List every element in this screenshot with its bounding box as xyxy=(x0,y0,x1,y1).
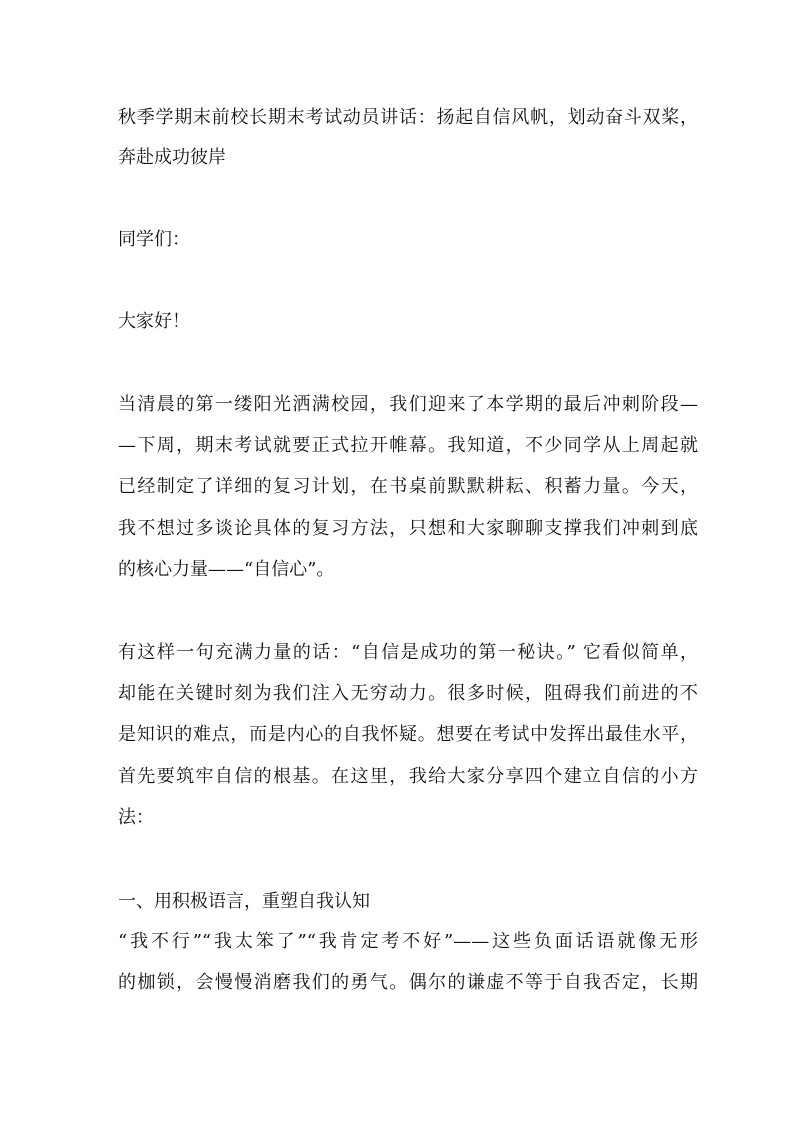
paragraph-line: 法： xyxy=(118,807,154,828)
paragraph-line: 首先要筑牢自信的根基。在这里，我给大家分享四个建立自信的小方 xyxy=(118,766,698,787)
paragraph-line: 有这样一句充满力量的话：“自信是成功的第一秘诀。” 它看似简单， xyxy=(118,642,698,663)
paragraph-line: 我不想过多谈论具体的复习方法，只想和大家聊聊支撑我们冲刺到底 xyxy=(118,518,698,539)
greeting: 大家好！ xyxy=(118,311,190,332)
section-heading: 一、用积极语言，重塑自我认知 xyxy=(118,891,370,912)
paragraph-line: 已经制定了详细的复习计划，在书桌前默默耕耘、积蓄力量。今天， xyxy=(118,476,698,497)
paragraph-line: 当清晨的第一缕阳光洒满校园，我们迎来了本学期的最后冲刺阶段— xyxy=(118,394,698,415)
paragraph-line: 却能在关键时刻为我们注入无穷动力。很多时候，阻碍我们前进的不 xyxy=(118,683,698,704)
paragraph-line: 的枷锁，会慢慢消磨我们的勇气。偶尔的谦虚不等于自我否定，长期 xyxy=(118,972,698,993)
paragraph-line: 的核心力量——“自信心”。 xyxy=(118,559,335,580)
title-line: 奔赴成功彼岸 xyxy=(118,147,226,168)
title-line: 秋季学期末前校长期末考试动员讲话：扬起自信风帆，划动奋斗双桨， xyxy=(118,107,698,128)
paragraph-line: —下周，期末考试就要正式拉开帷幕。我知道，不少同学从上周起就 xyxy=(118,435,698,456)
salutation: 同学们： xyxy=(118,229,190,250)
paragraph-line: “我不行”“我太笨了”“我肯定考不好”——这些负面话语就像无形 xyxy=(118,931,698,952)
paragraph-line: 是知识的难点，而是内心的自我怀疑。想要在考试中发挥出最佳水平， xyxy=(118,724,698,745)
